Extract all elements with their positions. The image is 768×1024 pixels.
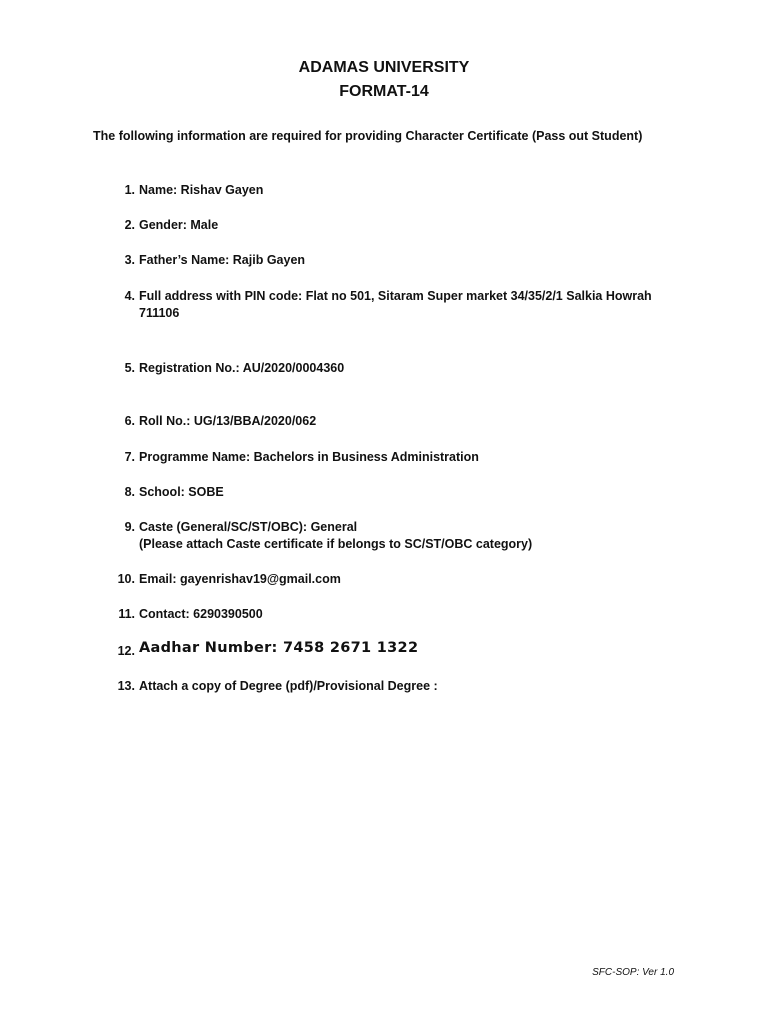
footer-version: SFC-SOP: Ver 1.0 bbox=[592, 967, 674, 978]
degree-attachment-field: Attach a copy of Degree (pdf)/Provisional Degree : bbox=[139, 679, 438, 693]
caste-note: (Please attach Caste certificate if belongs to SC/ST/OBC category) bbox=[139, 537, 533, 551]
address-pin: 711106 bbox=[139, 306, 180, 320]
contact-field: Contact: 6290390500 bbox=[139, 607, 263, 621]
format-title: FORMAT-14 bbox=[339, 83, 429, 100]
aadhar-field: Aadhar Number: 7458 2671 1322 bbox=[139, 640, 419, 656]
father-name-field: Father’s Name: Rajib Gayen bbox=[139, 253, 306, 267]
programme-field: Programme Name: Bachelors in Business Administration bbox=[139, 450, 479, 464]
university-title: ADAMAS UNIVERSITY bbox=[298, 59, 470, 76]
registration-field: Registration No.: AU/2020/0004360 bbox=[139, 361, 345, 375]
gender-field: Gender: Male bbox=[139, 218, 219, 232]
roll-no-field: Roll No.: UG/13/BBA/2020/062 bbox=[139, 414, 317, 428]
intro-text: The following information are required for providing Character Certificate (Pass out Student) bbox=[93, 129, 643, 143]
caste-field: Caste (General/SC/ST/OBC): General bbox=[139, 520, 358, 534]
document-page: ADAMAS UNIVERSITY FORMAT-14 The following information are required for providing Character Certificate (Pass out Student) 1. Name: Rishav Gayen 2. Gender: Male 3. Father’s Name: Rajib Gayen 4. Full address with PIN code: Flat no 501, Sitaram Super market 34/35/2/1 Salkia Howrah 711106 5. Registration No.: AU/2020/0004360 6. Roll No.: UG/13/BBA/2020/062 7. Programme Name: Bachelors in Business Administration 8. School: SOBE 9. Caste (General/SC/ST/OBC): General (Please attach Caste certificate if belongs to SC/ST/OBC category) 10. Email: gayenrishav19@gmail.com 11. Contact: 6290390500 12. Aadhar Number: 7458 2671 1322 13. Attach a copy of Degree (pdf)/Provisional Degree : SFC-SOP: Ver 1.0 bbox=[0, 0, 768, 1024]
name-field: Name: Rishav Gayen bbox=[139, 183, 264, 197]
address-field: Full address with PIN code: Flat no 501, Sitaram Super market 34/35/2/1 Salkia Howrah bbox=[139, 289, 652, 303]
school-field: School: SOBE bbox=[139, 485, 224, 499]
email-field: Email: gayenrishav19@gmail.com bbox=[139, 572, 341, 586]
